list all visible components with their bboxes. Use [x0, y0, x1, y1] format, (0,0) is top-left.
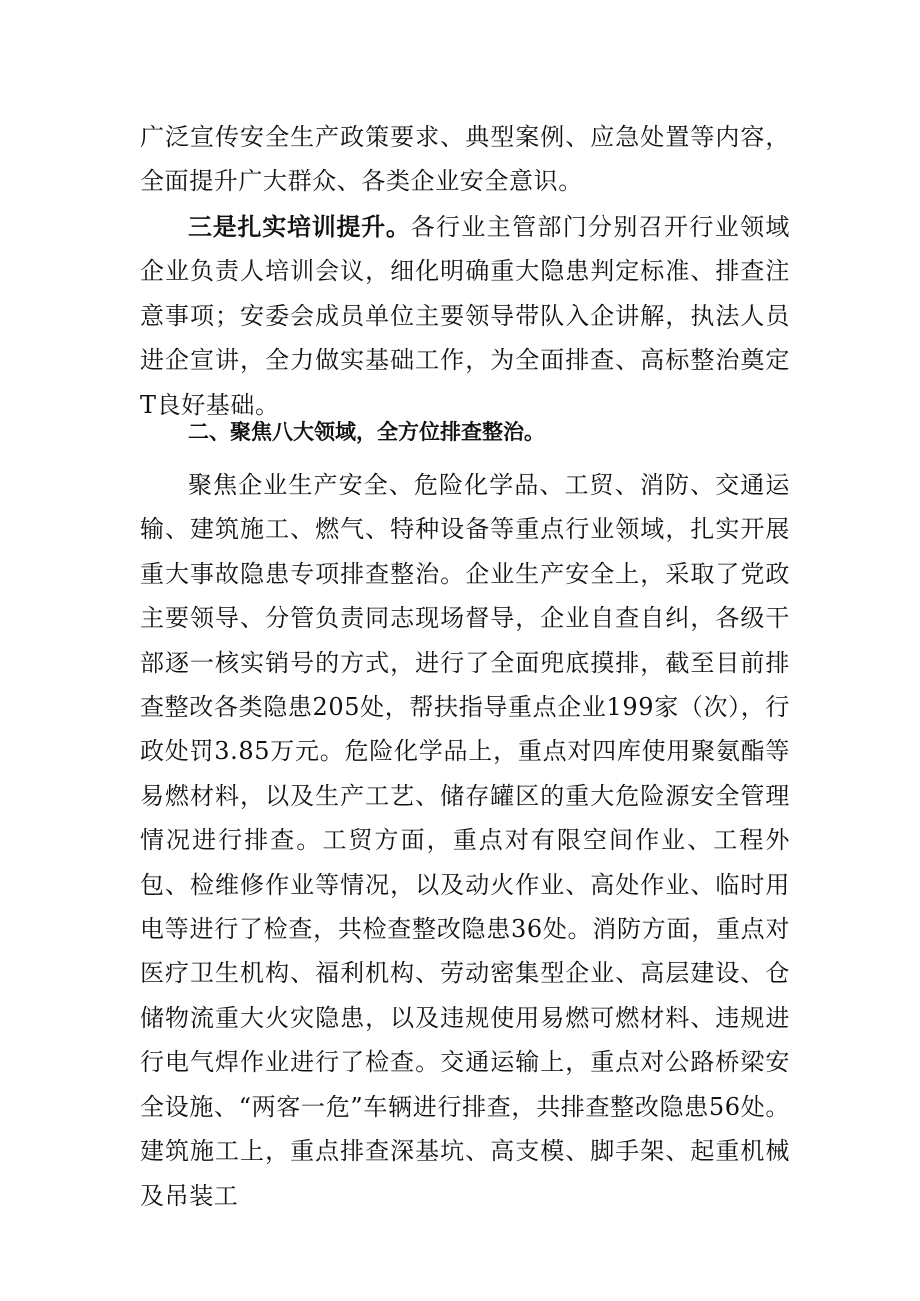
paragraph-eight-fields: 聚焦企业生产安全、危险化学品、工贸、消防、交通运输、建筑施工、燃气、特种设备等重点行业领域，扎实开展重大事故隐患专项排查整治。企业生产安全上，采取了党政主要领导、分管负责同志现场督导，企业自查自纠，各级干部逐一核实销号的方式，进行了全面兜底摸排，截至目前排查整改各类隐患205处，帮扶指导重点企业199家（次），行政处罚3.85万元。危险化学品上，重点对四库使用聚氨酯等易燃材料，以及生产工艺、储存罐区的重大危险源安全管理情况进行排查。工贸方面，重点对有限空间作业、工程外包、检维修作业等情况，以及动火作业、高处作业、临时用电等进行了检查，共检查整改隐患36处。消防方面，重点对医疗卫生机构、福利机构、劳动密集型企业、高层建设、仓储物流重大火灾隐患，以及违规使用易燃可燃材料、违规进行电气焊作业进行了检查。交通运输上，重点对公路桥梁安全设施、“两客一危”车辆进行排查，共排查整改隐患56处。建筑施工上，重点排查深基坑、高支模、脚手架、起重机械及吊装工	[140, 471, 790, 1210]
section-heading-two: 二、聚焦八大领域，全方位排查整治。	[188, 420, 545, 444]
paragraph-training-body: 各行业主管部门分别召开行业领域企业负责人培训会议，细化明确重大隐患判定标准、排查注意事项；安委会成员单位主要领导带队入企讲解，执法人员进企宣讲，全力做实基础工作，为全面排查、高标整治奠定T良好基础。	[140, 213, 791, 419]
paragraph-publicity: 广泛宣传安全生产政策要求、典型案例、应急处置等内容，全面提升广大群众、各类企业安全意识。	[140, 123, 790, 196]
paragraph-training-lead: 三是扎实培训提升。	[188, 213, 411, 241]
paragraph-training	[140, 205, 790, 427]
